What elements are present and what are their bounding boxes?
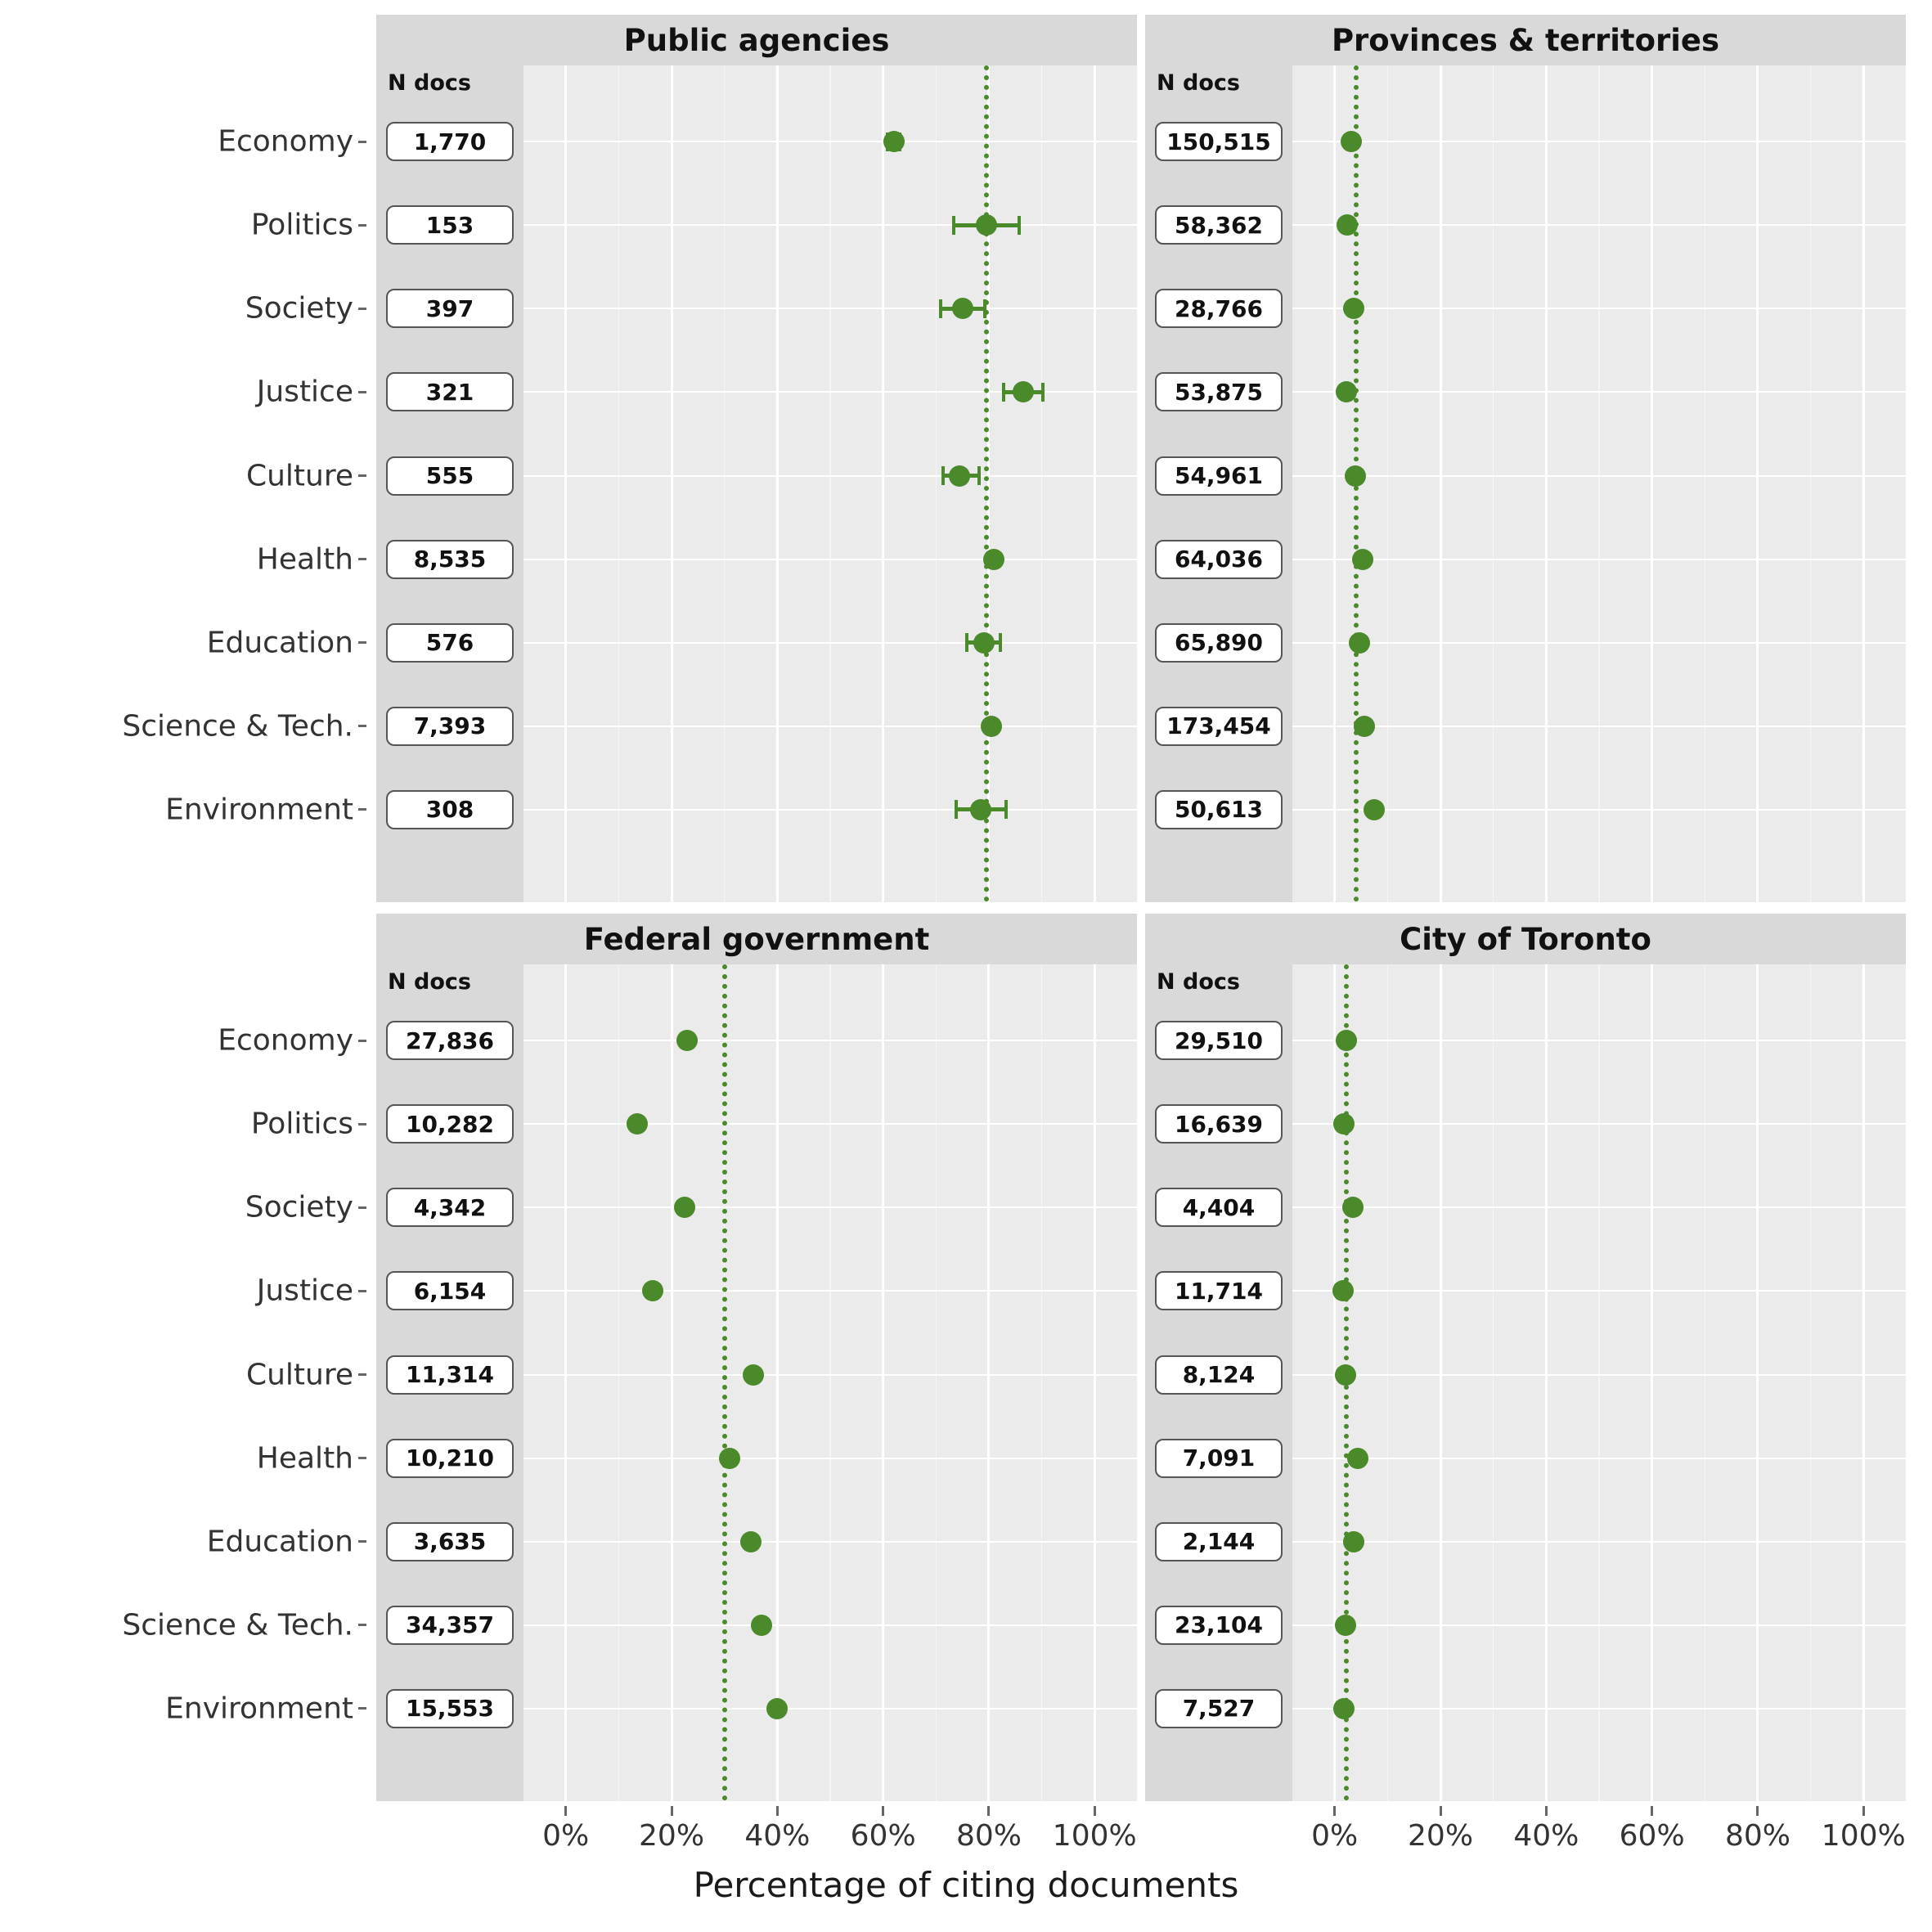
- data-point: [676, 1030, 698, 1051]
- ndocs-header: N docs: [388, 969, 471, 995]
- data-point: [1347, 1448, 1368, 1469]
- ndocs-value: 27,836: [386, 1021, 514, 1060]
- gridline-horizontal: [1292, 1206, 1906, 1208]
- data-point: [1364, 799, 1385, 820]
- gridline-vertical: [1094, 964, 1096, 1801]
- gridline-horizontal: [523, 224, 1137, 226]
- ndocs-value: 28,766: [1155, 289, 1283, 328]
- reference-line: [722, 964, 732, 1801]
- gridline-horizontal: [1292, 1541, 1906, 1543]
- panel-title: Federal government: [376, 914, 1137, 964]
- data-point: [1342, 1197, 1364, 1218]
- data-point: [1354, 716, 1375, 737]
- ndocs-value: 153: [386, 205, 514, 245]
- gridline-horizontal: [523, 475, 1137, 477]
- gridline-vertical-minor: [829, 65, 831, 902]
- gridline-horizontal: [1292, 1458, 1906, 1459]
- gridline-horizontal: [523, 642, 1137, 644]
- gridline-horizontal: [523, 141, 1137, 142]
- gridline-vertical-minor: [829, 964, 831, 1801]
- ndocs-value: 576: [386, 623, 514, 663]
- y-axis-tick: [358, 1373, 366, 1376]
- gridline-vertical-minor: [1041, 964, 1043, 1801]
- x-axis-tick-label: 40%: [1513, 1819, 1579, 1853]
- gridline-horizontal: [523, 1040, 1137, 1041]
- panel-body: [376, 65, 1137, 902]
- x-axis-tick-label: 40%: [744, 1819, 811, 1853]
- gridline-vertical: [1651, 964, 1653, 1801]
- ndocs-value: 173,454: [1155, 707, 1283, 746]
- gridline-horizontal: [523, 308, 1137, 309]
- gridline-horizontal: [523, 1374, 1137, 1376]
- gridline-horizontal: [1292, 224, 1906, 226]
- x-axis-tick-label: 80%: [1724, 1819, 1790, 1853]
- gridline-vertical: [1862, 65, 1865, 902]
- gridline-vertical: [1440, 964, 1442, 1801]
- gridline-vertical-minor: [618, 65, 620, 902]
- ndocs-value: 34,357: [386, 1606, 514, 1645]
- y-axis-tick-label: Science & Tech.: [122, 709, 353, 744]
- data-point: [952, 298, 973, 319]
- gridline-horizontal: [1292, 1123, 1906, 1125]
- y-axis-tick: [358, 1457, 366, 1459]
- gridline-vertical-minor: [1387, 964, 1389, 1801]
- ndocs-strip: [376, 964, 523, 1801]
- y-axis-tick: [358, 641, 366, 644]
- gridline-horizontal: [1292, 1040, 1906, 1041]
- ndocs-value: 11,714: [1155, 1271, 1283, 1310]
- x-axis-tick-label: 0%: [542, 1819, 590, 1853]
- ndocs-value: 4,342: [386, 1188, 514, 1227]
- y-axis-tick-label: Health: [256, 542, 353, 577]
- ndocs-value: 10,282: [386, 1104, 514, 1143]
- gridline-horizontal: [523, 391, 1137, 393]
- y-axis-tick-label: Justice: [256, 1274, 353, 1308]
- gridline-horizontal: [523, 1458, 1137, 1459]
- gridline-horizontal: [523, 1708, 1137, 1710]
- x-axis-tick: [1545, 1806, 1548, 1816]
- gridline-horizontal: [1292, 642, 1906, 644]
- ndocs-value: 58,362: [1155, 205, 1283, 245]
- gridline-horizontal: [523, 1541, 1137, 1543]
- x-axis-tick-label: 80%: [955, 1819, 1022, 1853]
- panel-body: [1145, 964, 1906, 1801]
- data-point: [743, 1364, 764, 1386]
- y-axis-tick: [358, 1707, 366, 1710]
- ndocs-strip: [1145, 65, 1292, 902]
- y-axis-tick: [358, 141, 366, 143]
- y-axis-tick: [358, 725, 366, 727]
- gridline-horizontal: [1292, 1290, 1906, 1292]
- ndocs-value: 150,515: [1155, 122, 1283, 161]
- y-axis-tick: [358, 1206, 366, 1209]
- reference-line: [984, 65, 994, 902]
- y-axis-tick: [358, 1540, 366, 1543]
- ndocs-header: N docs: [1157, 70, 1240, 96]
- panel-title: City of Toronto: [1145, 914, 1906, 964]
- ndocs-value: 7,527: [1155, 1689, 1283, 1728]
- gridline-vertical-minor: [1493, 964, 1494, 1801]
- data-point: [642, 1280, 663, 1301]
- x-axis-tick: [671, 1806, 673, 1816]
- gridline-horizontal: [523, 809, 1137, 811]
- x-axis-title: Percentage of citing documents: [693, 1865, 1239, 1905]
- ndocs-value: 15,553: [386, 1689, 514, 1728]
- gridline-horizontal: [1292, 141, 1906, 142]
- gridline-vertical-minor: [1387, 65, 1389, 902]
- y-axis-tick-label: Health: [256, 1441, 353, 1476]
- data-point: [983, 549, 1004, 570]
- data-point: [627, 1113, 648, 1134]
- x-axis-tick-label: 20%: [1408, 1819, 1474, 1853]
- y-axis-tick: [358, 808, 366, 811]
- ndocs-value: 29,510: [1155, 1021, 1283, 1060]
- gridline-vertical: [1440, 65, 1442, 902]
- gridline-horizontal: [523, 1624, 1137, 1626]
- gridline-vertical: [671, 964, 673, 1801]
- ndocs-header: N docs: [1157, 969, 1240, 995]
- y-axis-tick: [358, 224, 366, 227]
- y-axis-tick-label: Culture: [245, 459, 353, 492]
- gridline-vertical: [1094, 65, 1096, 902]
- ndocs-header: N docs: [388, 70, 471, 96]
- data-point: [973, 632, 995, 654]
- gridline-vertical: [882, 65, 884, 902]
- ndocs-value: 397: [386, 289, 514, 328]
- ndocs-value: 8,124: [1155, 1355, 1283, 1395]
- x-axis-tick: [1756, 1806, 1759, 1816]
- gridline-horizontal: [523, 726, 1137, 727]
- ndocs-strip: [376, 65, 523, 902]
- y-axis-labels: [98, 964, 368, 1801]
- data-point: [1352, 549, 1373, 570]
- gridline-vertical: [1333, 65, 1336, 902]
- data-point: [1335, 1364, 1356, 1386]
- gridline-vertical: [1333, 964, 1336, 1801]
- data-point: [1336, 1030, 1357, 1051]
- data-point: [1335, 1615, 1356, 1636]
- plot-area: [1292, 964, 1906, 1801]
- gridline-vertical: [564, 964, 567, 1801]
- data-point: [981, 716, 1002, 737]
- gridline-horizontal: [523, 1290, 1137, 1292]
- data-point: [751, 1615, 772, 1636]
- panel-body: [1145, 65, 1906, 902]
- x-axis-tick-label: 60%: [1619, 1819, 1685, 1853]
- ndocs-value: 321: [386, 372, 514, 411]
- plot-area: [523, 964, 1137, 1801]
- gridline-vertical-minor: [1598, 65, 1600, 902]
- gridline-horizontal: [1292, 559, 1906, 560]
- chart-panel-1: [376, 15, 1137, 902]
- y-axis-tick-label: Justice: [256, 375, 353, 409]
- gridline-vertical: [1545, 964, 1548, 1801]
- chart-panel-4: [1145, 914, 1906, 1801]
- panel-title: Provinces & territories: [1145, 15, 1906, 65]
- y-axis-tick: [358, 1290, 366, 1292]
- gridline-horizontal: [523, 1206, 1137, 1208]
- ndocs-value: 7,393: [386, 707, 514, 746]
- y-axis-tick-label: Politics: [250, 208, 353, 242]
- data-point: [1013, 381, 1034, 402]
- y-axis-tick: [358, 1624, 366, 1626]
- plot-area: [523, 65, 1137, 902]
- ndocs-value: 23,104: [1155, 1606, 1283, 1645]
- chart-panel-3: [376, 914, 1137, 1801]
- gridline-vertical: [1756, 964, 1759, 1801]
- y-axis-tick-label: Economy: [218, 124, 353, 159]
- chart-panel-2: [1145, 15, 1906, 902]
- data-point: [1343, 1531, 1364, 1552]
- data-point: [674, 1197, 695, 1218]
- ndocs-value: 8,535: [386, 540, 514, 579]
- data-point: [1349, 632, 1370, 654]
- gridline-vertical-minor: [1810, 65, 1812, 902]
- ndocs-value: 65,890: [1155, 623, 1283, 663]
- gridline-vertical-minor: [1598, 964, 1600, 1801]
- x-axis-tick-label: 20%: [639, 1819, 705, 1853]
- x-axis-tick-label: 60%: [850, 1819, 916, 1853]
- y-axis-tick-label: Education: [206, 1525, 353, 1559]
- gridline-vertical-minor: [724, 65, 726, 902]
- gridline-horizontal: [1292, 1624, 1906, 1626]
- gridline-vertical-minor: [936, 964, 937, 1801]
- x-axis-tick: [1094, 1806, 1096, 1816]
- x-axis-tick: [564, 1806, 567, 1816]
- gridline-vertical-minor: [1493, 65, 1494, 902]
- ndocs-value: 53,875: [1155, 372, 1283, 411]
- y-axis-tick-label: Society: [245, 1190, 353, 1224]
- ndocs-value: 4,404: [1155, 1188, 1283, 1227]
- gridline-horizontal: [523, 559, 1137, 560]
- x-axis-tick: [1862, 1806, 1865, 1816]
- data-point: [1345, 465, 1366, 487]
- x-axis-tick: [1651, 1806, 1653, 1816]
- ndocs-value: 7,091: [1155, 1439, 1283, 1478]
- data-point: [766, 1698, 788, 1719]
- y-axis-tick: [358, 308, 366, 310]
- y-axis-tick: [358, 474, 366, 477]
- gridline-horizontal: [523, 1123, 1137, 1125]
- ndocs-value: 16,639: [1155, 1104, 1283, 1143]
- gridline-vertical-minor: [1041, 65, 1043, 902]
- gridline-vertical-minor: [1810, 964, 1812, 1801]
- y-axis-labels: [98, 65, 368, 902]
- gridline-vertical: [1756, 65, 1759, 902]
- gridline-vertical: [987, 964, 990, 1801]
- data-point: [976, 214, 997, 236]
- y-axis-tick-label: Environment: [165, 793, 353, 827]
- plot-area: [1292, 65, 1906, 902]
- ndocs-value: 3,635: [386, 1522, 514, 1561]
- gridline-horizontal: [1292, 726, 1906, 727]
- gridline-vertical: [1651, 65, 1653, 902]
- x-axis-tick: [1333, 1806, 1336, 1816]
- y-axis-tick: [358, 391, 366, 393]
- gridline-vertical-minor: [1705, 964, 1706, 1801]
- data-point: [883, 131, 905, 152]
- gridline-horizontal: [1292, 308, 1906, 309]
- gridline-horizontal: [1292, 1708, 1906, 1710]
- y-axis-tick-label: Economy: [218, 1023, 353, 1058]
- x-axis-tick: [882, 1806, 884, 1816]
- data-point: [949, 465, 970, 487]
- x-axis-tick: [987, 1806, 990, 1816]
- ndocs-value: 6,154: [386, 1271, 514, 1310]
- y-axis-tick-label: Science & Tech.: [122, 1608, 353, 1642]
- ndocs-value: 50,613: [1155, 790, 1283, 829]
- ndocs-value: 11,314: [386, 1355, 514, 1395]
- panel-body: [376, 964, 1137, 1801]
- data-point: [740, 1531, 762, 1552]
- x-axis-tick-label: 100%: [1052, 1819, 1137, 1853]
- x-axis: [1292, 1806, 1906, 1863]
- ndocs-value: 2,144: [1155, 1522, 1283, 1561]
- y-axis-tick: [358, 1123, 366, 1126]
- gridline-vertical-minor: [618, 964, 620, 1801]
- y-axis-tick: [358, 1040, 366, 1042]
- y-axis-tick-label: Politics: [250, 1107, 353, 1141]
- ndocs-value: 54,961: [1155, 456, 1283, 496]
- ndocs-value: 555: [386, 456, 514, 496]
- gridline-vertical-minor: [936, 65, 937, 902]
- gridline-vertical: [671, 65, 673, 902]
- gridline-vertical-minor: [1705, 65, 1706, 902]
- gridline-horizontal: [1292, 1374, 1906, 1376]
- gridline-horizontal: [1292, 475, 1906, 477]
- gridline-vertical: [882, 964, 884, 1801]
- ndocs-value: 1,770: [386, 122, 514, 161]
- data-point: [719, 1448, 740, 1469]
- gridline-vertical: [776, 964, 779, 1801]
- panel-title: Public agencies: [376, 15, 1137, 65]
- gridline-horizontal: [1292, 391, 1906, 393]
- gridline-vertical: [1545, 65, 1548, 902]
- gridline-vertical: [776, 65, 779, 902]
- ndocs-value: 64,036: [1155, 540, 1283, 579]
- x-axis-tick-label: 0%: [1311, 1819, 1359, 1853]
- y-axis-tick-label: Society: [245, 291, 353, 326]
- ndocs-strip: [1145, 964, 1292, 1801]
- x-axis-tick: [776, 1806, 779, 1816]
- ndocs-value: 10,210: [386, 1439, 514, 1478]
- y-axis-tick-label: Environment: [165, 1692, 353, 1726]
- y-axis-tick: [358, 558, 366, 560]
- x-axis: [523, 1806, 1137, 1863]
- x-axis-tick: [1440, 1806, 1442, 1816]
- ndocs-value: 308: [386, 790, 514, 829]
- gridline-vertical: [564, 65, 567, 902]
- gridline-vertical: [1862, 964, 1865, 1801]
- x-axis-tick-label: 100%: [1821, 1819, 1906, 1853]
- y-axis-tick-label: Education: [206, 626, 353, 660]
- data-point: [1333, 1698, 1355, 1719]
- y-axis-tick-label: Culture: [245, 1358, 353, 1391]
